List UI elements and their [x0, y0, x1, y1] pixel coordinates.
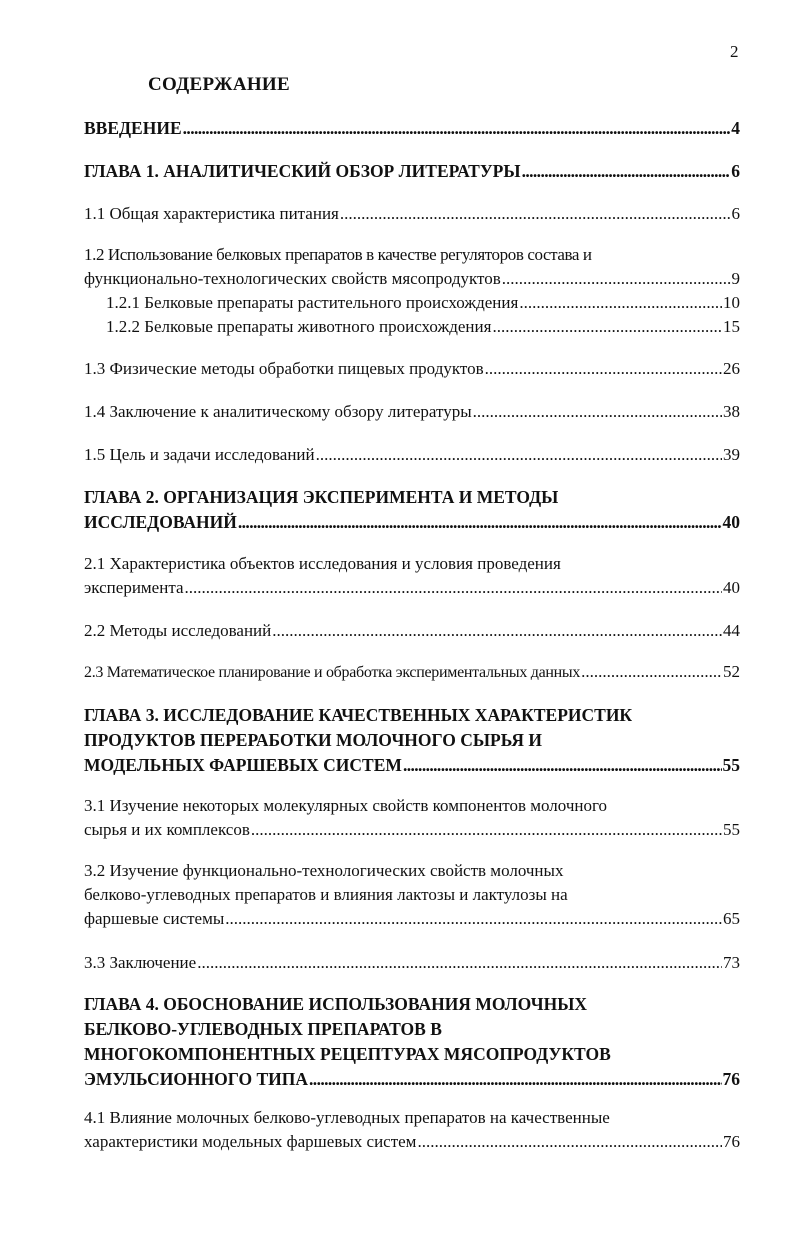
toc-entry-1-2-2[interactable] [106, 315, 740, 339]
toc-entry-page: 6 [731, 204, 740, 223]
toc-entry-1-1[interactable] [84, 202, 740, 226]
toc-entry-2-3[interactable] [84, 660, 740, 685]
toc-entry-page: 38 [723, 402, 740, 421]
toc-entry-label: 3.1 Изучение некоторых молекулярных свойств компонентов молочного [84, 796, 608, 815]
toc-entry-label: ИССЛЕДОВАНИЙ [84, 512, 237, 532]
toc-entry-page: 65 [723, 909, 740, 928]
toc-entry-page: 9 [731, 269, 740, 288]
toc-entry-chapter-3[interactable] [84, 703, 740, 778]
toc-entry-label: белково-углеводных препаратов и влияния лактозы и лактулозы на [84, 885, 568, 904]
toc-entry-3-2[interactable] [84, 859, 740, 931]
toc-entry-label: 1.4 Заключение к аналитическому обзору литературы [84, 402, 472, 421]
toc-entry-2-1[interactable] [84, 552, 740, 600]
toc-entry-page: 76 [723, 1132, 740, 1151]
toc-entry-label: 1.3 Физические методы обработки пищевых продуктов [84, 359, 484, 378]
dot-leader [519, 291, 722, 315]
toc-entry-1-2-1[interactable] [106, 291, 740, 315]
dot-leader [473, 400, 722, 424]
toc-entry-label: МОДЕЛЬНЫХ ФАРШЕВЫХ СИСТЕМ [84, 755, 402, 775]
toc-entry-1-3[interactable] [84, 357, 740, 381]
dot-leader [522, 159, 731, 184]
toc-entry-page: 40 [723, 578, 740, 597]
toc-entry-label: 4.1 Влияние молочных белково-углеводных препаратов на качественные [84, 1108, 610, 1127]
page-number: 2 [730, 42, 739, 61]
toc-entry-1-4[interactable] [84, 400, 740, 424]
toc-entry-1-5[interactable] [84, 443, 740, 467]
dot-leader [581, 660, 722, 684]
toc-entry-1-2[interactable] [84, 243, 740, 291]
toc-entry-chapter-4[interactable] [84, 992, 740, 1092]
toc-entry-label: ПРОДУКТОВ ПЕРЕРАБОТКИ МОЛОЧНОГО СЫРЬЯ И [84, 730, 542, 750]
toc-entry-label: ГЛАВА 3. ИССЛЕДОВАНИЕ КАЧЕСТВЕННЫХ ХАРАКТЕРИСТИК [84, 705, 633, 725]
toc-entry-label: ГЛАВА 1. АНАЛИТИЧЕСКИЙ ОБЗОР ЛИТЕРАТУРЫ [84, 161, 521, 181]
toc-entry-label: 3.2 Изучение функционально-технологических свойств молочных [84, 861, 564, 880]
toc-entry-page: 39 [723, 445, 740, 464]
toc-entry-label: 1.1 Общая характеристика питания [84, 204, 339, 223]
toc-entry-page: 55 [723, 820, 740, 839]
toc-entry-label: сырья и их комплексов [84, 820, 250, 839]
dot-leader [492, 315, 722, 339]
toc-entry-label: 2.3 Математическое планирование и обработка экспериментальных данных [84, 664, 581, 681]
toc-entry-label: БЕЛКОВО-УГЛЕВОДНЫХ ПРЕПАРАТОВ В [84, 1019, 442, 1039]
toc-entry-label: МНОГОКОМПОНЕНТНЫХ РЕЦЕПТУРАХ МЯСОПРОДУКТОВ [84, 1044, 611, 1064]
toc-entry-label: функционально-технологических свойств мясопродуктов [84, 269, 501, 288]
toc-entry-page: 73 [723, 953, 740, 972]
page-title: СОДЕРЖАНИЕ [148, 74, 290, 95]
dot-leader [225, 907, 722, 931]
toc-entry-label: ГЛАВА 2. ОРГАНИЗАЦИЯ ЭКСПЕРИМЕНТА И МЕТОДЫ [84, 487, 559, 507]
toc-entry-label: ЭМУЛЬСИОННОГО ТИПА [84, 1069, 309, 1089]
dot-leader [251, 818, 722, 842]
dot-leader [185, 576, 722, 600]
dot-leader [417, 1130, 722, 1154]
toc-entry-page: 10 [723, 293, 740, 312]
toc-entry-label: 2.1 Характеристика объектов исследования и условия проведения [84, 554, 561, 573]
toc-entry-label: ГЛАВА 4. ОБОСНОВАНИЕ ИСПОЛЬЗОВАНИЯ МОЛОЧНЫХ [84, 994, 588, 1014]
toc-entry-page: 55 [722, 755, 740, 775]
dot-leader [403, 753, 722, 778]
dot-leader [238, 510, 722, 535]
toc-entry-page: 44 [723, 621, 740, 640]
toc-entry-3-3[interactable] [84, 951, 740, 975]
toc-entry-page: 52 [723, 662, 740, 681]
toc-entry-label: характеристики модельных фаршевых систем [84, 1132, 417, 1151]
toc-entry-page: 15 [723, 317, 740, 336]
toc-entry-label: 1.2 Использование белковых препаратов в качестве регуляторов состава и [84, 245, 592, 264]
dot-leader [183, 116, 731, 141]
dot-leader [485, 357, 722, 381]
toc-entry-label: 1.2.2 Белковые препараты животного происхождения [106, 317, 492, 336]
dot-leader [340, 202, 731, 226]
toc-entry-introduction[interactable] [84, 116, 740, 141]
dot-leader [309, 1067, 721, 1092]
toc-entry-3-1[interactable] [84, 794, 740, 842]
dot-leader [272, 619, 722, 643]
toc-entry-page: 40 [722, 512, 740, 532]
toc-entry-chapter-2[interactable] [84, 485, 740, 535]
toc-entry-2-2[interactable] [84, 619, 740, 643]
toc-entry-page: 76 [722, 1069, 740, 1089]
dot-leader [316, 443, 722, 467]
toc-entry-chapter-1[interactable] [84, 159, 740, 184]
toc-entry-page: 4 [731, 118, 740, 138]
toc-entry-page: 26 [723, 359, 740, 378]
toc-entry-label: 3.3 Заключение [84, 953, 197, 972]
toc-entry-label: ВВЕДЕНИЕ [84, 118, 182, 138]
toc-entry-4-1[interactable] [84, 1106, 740, 1154]
toc-entry-label: 1.5 Цель и задачи исследований [84, 445, 315, 464]
toc-entry-label: 1.2.1 Белковые препараты растительного происхождения [106, 293, 519, 312]
toc-entry-page: 6 [731, 161, 740, 181]
toc-entry-label: 2.2 Методы исследований [84, 621, 272, 640]
dot-leader [502, 267, 731, 291]
toc-entry-label: эксперимента [84, 578, 184, 597]
toc-entry-label: фаршевые системы [84, 909, 225, 928]
dot-leader [197, 951, 722, 975]
